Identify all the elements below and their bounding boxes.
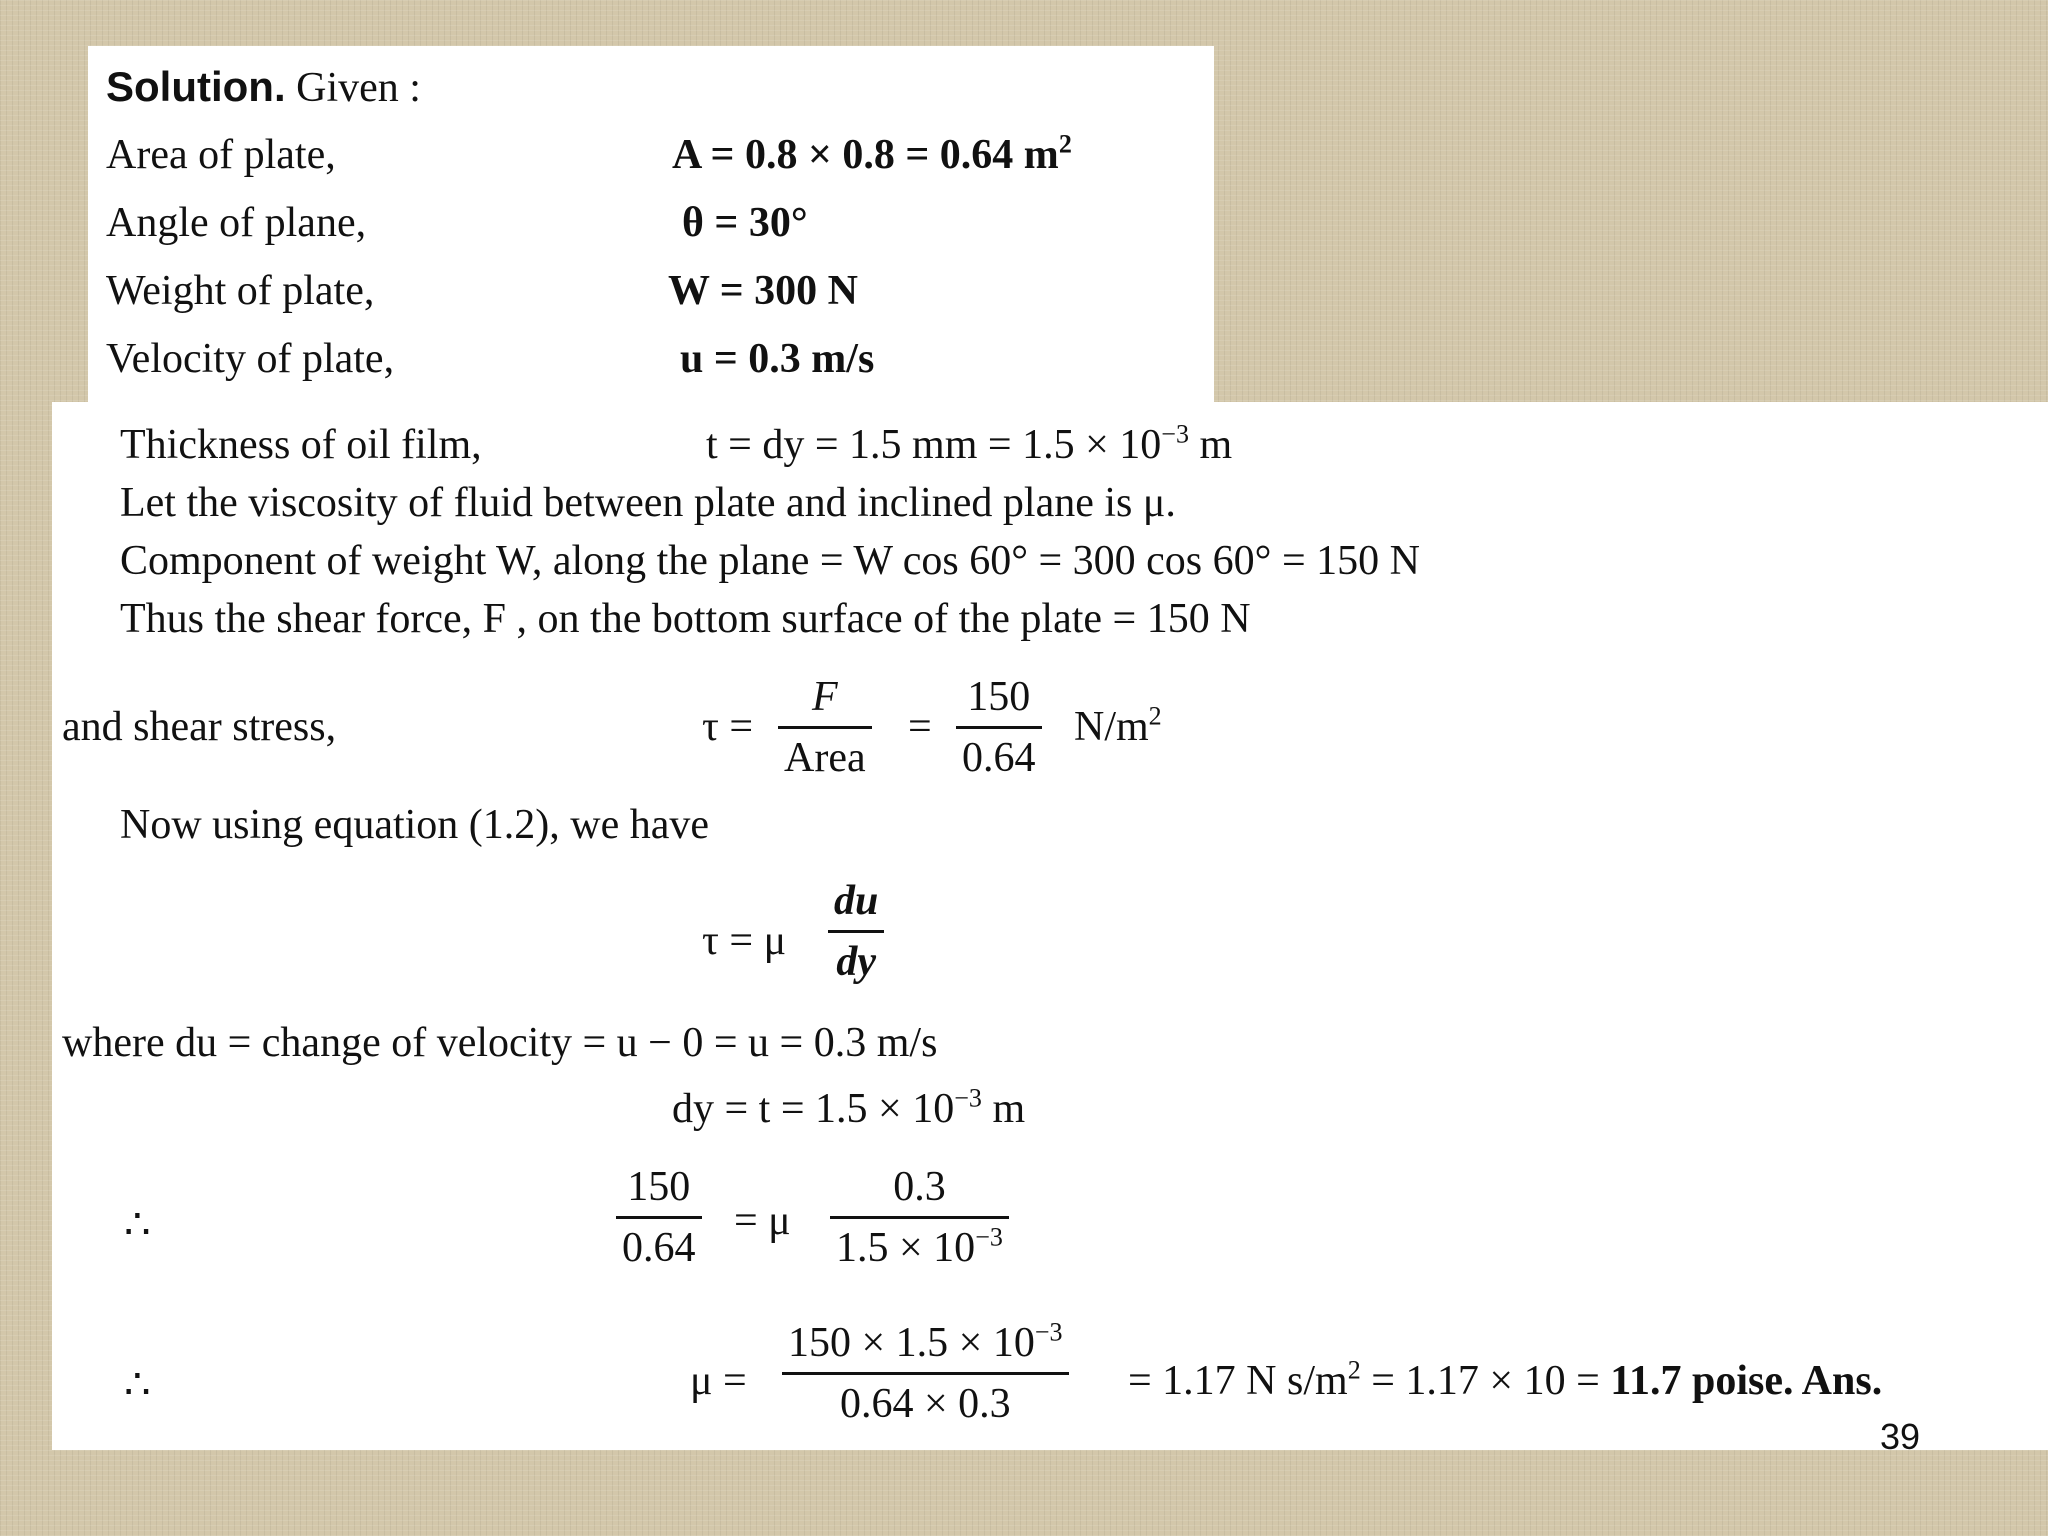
velocity-value: u = 0.3 m/s: [680, 336, 875, 382]
stress-value-fraction: 150 0.64: [956, 676, 1042, 779]
weight-component-line: Component of weight W, along the plane = W cos 60° = 300 cos 60° = 150 N: [120, 538, 1420, 584]
eq1-mu: = μ: [734, 1198, 791, 1244]
force-over-area-fraction: F Area: [778, 676, 872, 779]
solution-heading: Solution. Given :: [106, 63, 421, 111]
where-du-line: where du = change of velocity = u − 0 = u = 0.3 m/s: [62, 1020, 938, 1066]
thickness-value: t = dy = 1.5 mm = $1.5 \times 10^{-3}$ m: [706, 419, 1233, 468]
du-dy-fraction: du dy: [828, 880, 884, 983]
shear-force-line: Thus the shear force, F , on the bottom surface of the plate = 150 N: [120, 596, 1251, 642]
page-number: 39: [1880, 1416, 1921, 1457]
mu-fraction: $150 \times 1.5 \times 10^{-3}$ 0.64 × 0.3: [782, 1322, 1069, 1425]
angle-value: θ = 30°: [682, 200, 808, 246]
angle-label: Angle of plane,: [106, 200, 367, 246]
equals-sign: =: [908, 704, 932, 750]
weight-label: Weight of plate,: [106, 268, 375, 314]
viscosity-line: Let the viscosity of fluid between plate and inclined plane is μ.: [120, 480, 1176, 526]
velocity-label: Velocity of plate,: [106, 336, 395, 382]
newton-lhs: τ = μ: [702, 918, 787, 964]
mu-lhs: μ =: [690, 1358, 747, 1404]
dy-line: dy = $t = 1.5 \times 10^{-3}$ m: [672, 1083, 1026, 1132]
eq1-left-fraction: 150 0.64: [616, 1166, 702, 1269]
eq1-right-fraction: 0.3 $1.5 \times 10^{-3}$: [830, 1166, 1009, 1269]
now-using-line: Now using equation (1.2), we have: [120, 802, 710, 848]
therefore-symbol-2: ∴: [124, 1362, 151, 1408]
weight-value: W = 300 N: [668, 268, 859, 314]
stress-unit: $N/m^2$: [1074, 701, 1162, 750]
thickness-label: Thickness of oil film,: [120, 422, 482, 468]
shear-stress-label: and shear stress,: [62, 704, 337, 750]
tau-lhs: τ =: [702, 704, 754, 750]
area-value: A = 0.8 × 0.8 = 0.64 $m^2$: [672, 129, 1072, 178]
mu-result: = 1.17 N $s/m^2 = 1.17 \times 10 = 11.7$ poise. Ans.: [1128, 1355, 1883, 1404]
therefore-symbol-1: ∴: [124, 1202, 151, 1248]
area-label: Area of plate,: [106, 132, 336, 178]
